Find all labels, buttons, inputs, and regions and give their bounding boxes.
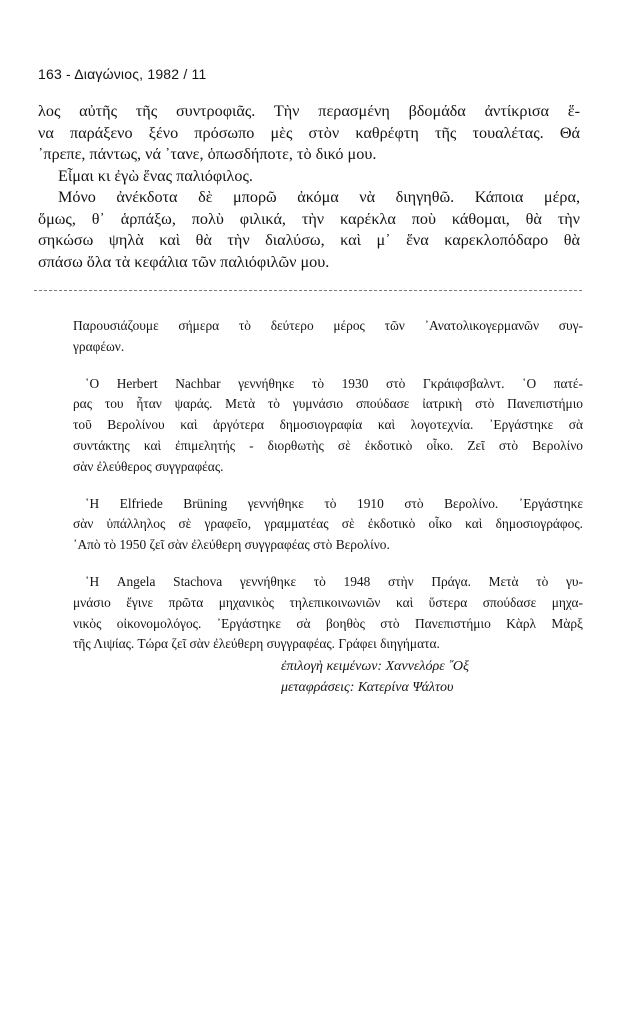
notes-line: νικὸς οἰκονομολόγος. ᾽Εργάστηκε σὰ βοηθὸς στὸ Πανεπιστήμιο Κὰρλ Μὰρξ bbox=[73, 615, 583, 631]
notes-line: σὰν ὑπάλληλος σὲ γραφεῖο, γραμματέας σὲ ἐκδοτικὸ οἶκο καὶ δημοσιογράφος. bbox=[73, 516, 583, 532]
story-text-block bbox=[38, 101, 580, 273]
notes-line: ρας του ἦταν ψαράς. Μετὰ τὸ γυμνάσιο σπούδασε ἰατρικὴ στὸ Πανεπιστήμιο bbox=[73, 396, 583, 412]
notes-line: σὰν ἐλεύθερος συγγραφέας. bbox=[73, 458, 224, 474]
notes-line: γραφέων. bbox=[73, 338, 125, 354]
notes-line: ῾Η Angela Stachova γεννήθηκε τὸ 1948 στὴν Πράγα. Μετὰ τὸ γυ- bbox=[85, 573, 583, 589]
author-bio-bruning bbox=[73, 494, 583, 556]
section-divider bbox=[34, 290, 582, 291]
story-line: Μόνο ἀνέκδοτα δὲ μπορῶ ἀκόμα νὰ διηγηθῶ. Κάποια μέρα, bbox=[58, 188, 580, 206]
notes-line: τῆς Λιψίας. Τώρα ζεῖ σὰν ἐλεύθερη συγγραφέας. Γράφει διηγήματα. bbox=[73, 636, 440, 652]
notes-line: μνάσιο ἔγινε πρῶτα μηχανικὸς τηλεπικοινωνιῶν καὶ ὕστερα σπούδασε μηχα- bbox=[73, 594, 583, 610]
notes-intro-paragraph bbox=[73, 316, 583, 358]
notes-line: συντάκτης καὶ ἐπιμελητής - διορθωτὴς σὲ ἐκδοτικὸ οἶκο. Ζεῖ στὸ Βερολίνο bbox=[73, 437, 583, 453]
author-bio-stachova bbox=[73, 572, 583, 655]
story-line: σπάσω ὅλα τὰ κεφάλια τῶν παλιόφιλῶν μου. bbox=[38, 252, 330, 271]
story-line: ὅμως, θ᾽ ἁρπάξω, πολὺ φιλικά, τὴν καρέκλα ποὺ κάθομαι, θὰ τὴν bbox=[38, 209, 580, 228]
credit-translation: μεταφράσεις: Κατερίνα Ψάλτου bbox=[281, 680, 454, 695]
notes-line: ᾽Απὸ τὸ 1950 ζεῖ σὰν ἐλεύθερη συγγραφέας στὸ Βερολίνο. bbox=[73, 537, 390, 553]
notes-line: τοῦ Βερολίνου καὶ ἀργότερα δημοσιογραφία καὶ λογοτεχνία. ᾽Εργάστηκε σὰ bbox=[73, 417, 583, 433]
story-line: Εἶμαι κι ἐγὼ ἕνας παλιόφιλος. bbox=[58, 166, 253, 185]
story-line: σηκώσω ψηλὰ καὶ θὰ τὴν διαλύσω, καὶ μ᾽ ἕνα καρεκλοπόδαρο θὰ bbox=[38, 231, 580, 249]
running-head: 163 - Διαγώνιος, 1982 / 11 bbox=[38, 66, 207, 82]
credit-selection: ἐπιλογὴ κειμένων: Χαννελόρε ῎Οξ bbox=[281, 659, 470, 674]
notes-line: Παρουσιάζουμε σήμερα τὸ δεύτερο μέρος τῶν ᾽Ανατολικογερμανῶν συγ- bbox=[73, 318, 583, 333]
author-notes bbox=[73, 316, 583, 671]
story-line: να παράξενο ξένο πρόσωπο μὲς στὸν καθρέφτη τῆς τουαλέτας. Θά bbox=[38, 123, 580, 142]
notes-line: ῾Η Elfriede Brüning γεννήθηκε τὸ 1910 στὸ Βερολίνο. ᾽Εργάστηκε bbox=[85, 495, 583, 511]
story-line: λος αὐτῆς τῆς συντροφιᾶς. Τὴν περασμένη βδομάδα ἀντίκρισα ἕ- bbox=[38, 102, 580, 120]
credits-block bbox=[281, 656, 561, 698]
notes-line: ῾Ο Herbert Nachbar γεννήθηκε τὸ 1930 στὸ Γκράιφσβαλντ. ῾Ο πατέ- bbox=[85, 375, 583, 391]
story-line: ᾽πρεπε, πάντως, νά ᾽τανε, ὁπωσδήποτε, τὸ δικό μου. bbox=[38, 145, 377, 163]
author-bio-nachbar bbox=[73, 374, 583, 478]
